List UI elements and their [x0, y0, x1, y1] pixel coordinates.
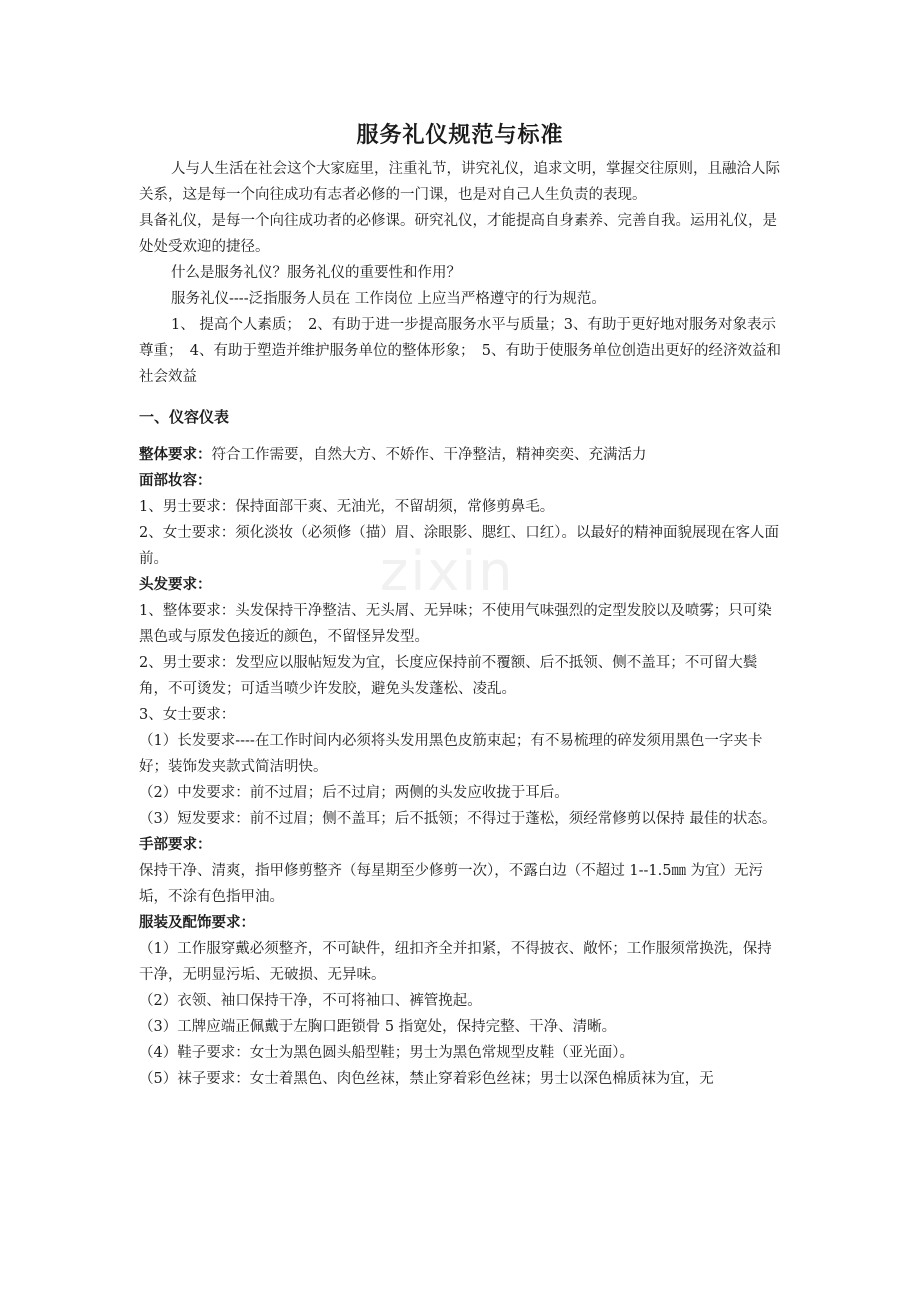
hair-item: （3）短发要求：前不过眉；侧不盖耳；后不抵领；不得过于蓬松，须经常修剪以保持 最佳的状态。	[139, 811, 777, 827]
face-item: 1、男士要求：保持面部干爽、无油光，不留胡须，常修剪鼻毛。	[139, 499, 555, 515]
attire-item: （5）袜子要求：女士着黑色、肉色丝袜，禁止穿着彩色丝袜；男士以深色棉质袜为宜，无	[139, 1071, 714, 1087]
section-heading: 一、仪容仪表	[139, 408, 230, 426]
page-title: 服务礼仪规范与标准	[356, 123, 564, 148]
intro-definition: 服务礼仪----泛指服务人员在 工作岗位 上应当严格遵守的行为规范。	[171, 291, 606, 307]
hands-item: 保持干净、清爽，指甲修剪整齐（每星期至少修剪一次），不露白边（不超过 1--1.5㎜ 为宜）无污垢，不涂有色指甲油。	[139, 863, 764, 905]
overall-text: 符合工作需要，自然大方、不娇作、干净整洁，精神奕奕、充满活力	[211, 447, 647, 463]
hair-item: （2）中发要求：前不过眉；后不过肩；两侧的头发应收拢于耳后。	[139, 785, 569, 801]
document-body	[139, 156, 784, 1092]
watermark: zixin	[380, 540, 515, 603]
attire-item: （1）工作服穿戴必须整齐，不可缺件，纽扣齐全并扣紧，不得披衣、敞怀；工作服须常换洗，保持干净，无明显污垢、无破损、无异味。	[139, 941, 772, 983]
hair-item: 1、整体要求：头发保持干净整洁、无头屑、无异味；不使用气味强烈的定型发胶以及喷雾；只可染黑色或与原发色接近的颜色，不留怪异发型。	[139, 603, 772, 645]
hair-item: 3、女士要求：	[139, 707, 236, 723]
attire-heading: 服装及配饰要求：	[139, 915, 255, 931]
hands-heading: 手部要求：	[139, 837, 212, 853]
hair-heading: 头发要求：	[139, 577, 212, 593]
overall-requirement	[139, 442, 784, 468]
hair-item: 2、男士要求：发型应以服帖短发为宜，长度应保持前不覆额、后不抵领、侧不盖耳；不可留大鬓角，不可烫发；可适当喷少许发胶，避免头发蓬松、凌乱。	[139, 655, 758, 697]
intro-paragraph-1: 人与人生活在社会这个大家庭里，注重礼节，讲究礼仪，追求文明，掌握交往原则，且融洽人际关系，这是每一个向往成功有志者必修的一门课，也是对自己人生负责的表现。	[139, 161, 780, 203]
attire-item: （2）衣领、袖口保持干净，不可将袖口、裤管挽起。	[139, 993, 482, 1009]
intro-question: 什么是服务礼仪？服务礼仪的重要性和作用？	[171, 265, 461, 281]
hair-item: （1）长发要求----在工作时间内必须将头发用黑色皮筋束起；有不易梳理的碎发须用黑色一字夹卡好；装饰发夹款式简洁明快。	[139, 733, 763, 775]
intro-benefits: 1、 提高个人素质； 2、有助于进一步提高服务水平与质量；3、有助于更好地对服务对象表示尊重； 4、有助于塑造并维护服务单位的整体形象； 5、有助于使服务单位创造出更好的经济效益和社会效益	[139, 317, 781, 385]
intro-paragraph-2: 具备礼仪，是每一个向往成功者的必修课。研究礼仪，才能提高自身素养、完善自我。运用礼仪，是处处受欢迎的捷径。	[139, 213, 777, 255]
overall-label: 整体要求：	[139, 447, 212, 463]
face-item: 2、女士要求：须化淡妆（必须修（描）眉、涂眼影、腮红、口红）。以最好的精神面貌展现在客人面前。	[139, 525, 779, 567]
attire-item: （4）鞋子要求：女士为黑色圆头船型鞋；男士为黑色常规型皮鞋（亚光面）。	[139, 1045, 634, 1061]
face-heading: 面部妆容：	[139, 473, 212, 489]
attire-item: （3）工牌应端正佩戴于左胸口距锁骨 5 指宽处，保持完整、干净、清晰。	[139, 1019, 617, 1035]
